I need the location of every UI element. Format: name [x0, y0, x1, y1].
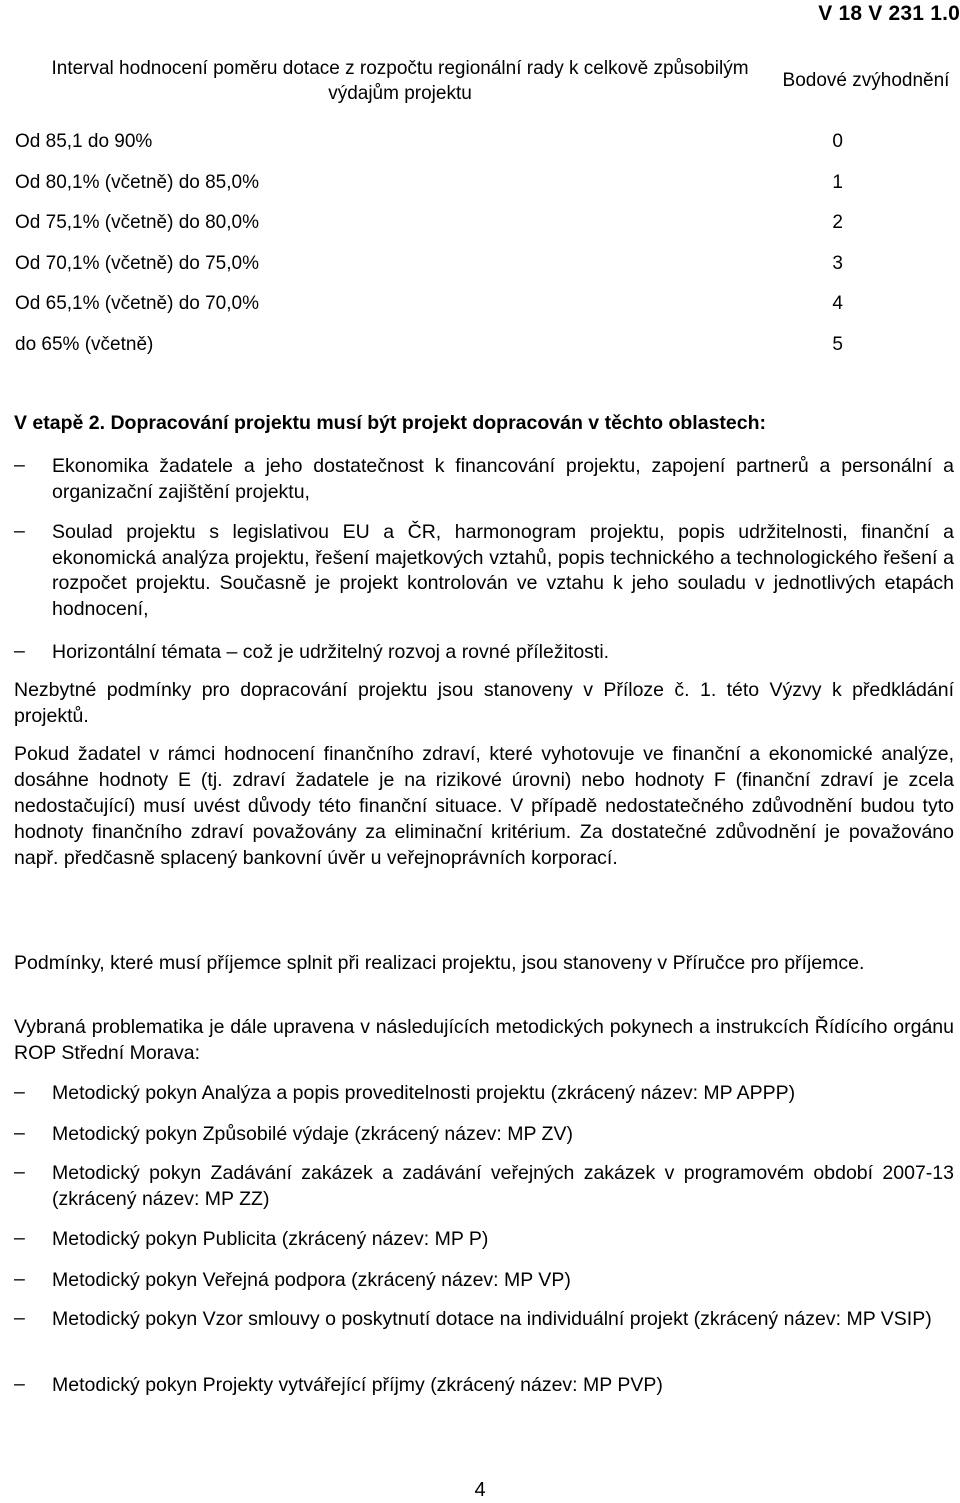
dash-bullet-icon: – [14, 1081, 25, 1103]
stage2-heading: V etapě 2. Dopracování projektu musí být projekt dopracován v těchto oblastech: [14, 412, 767, 434]
dash-bullet-icon: – [14, 1227, 25, 1249]
page-number: 4 [474, 1479, 486, 1501]
points-cell: 1 [832, 171, 843, 193]
range-cell: Od 80,1% (včetně) do 85,0% [15, 171, 259, 193]
list-item [14, 1307, 954, 1333]
list-item-text: Metodický pokyn Projekty vytvářející příjmy (zkrácený název: MP PVP) [52, 1374, 663, 1396]
list-item [14, 1227, 954, 1253]
list-item-text: Horizontální témata – což je udržitelný rozvoj a rovné příležitosti. [52, 641, 610, 663]
scoring-table [5, 34, 957, 365]
list-item [14, 1373, 954, 1399]
points-column-header: Bodové zvýhodnění [782, 70, 950, 91]
dash-bullet-icon: – [14, 1161, 25, 1183]
dash-bullet-icon: – [14, 1122, 25, 1144]
range-cell: Od 75,1% (včetně) do 80,0% [15, 212, 259, 234]
dash-bullet-icon: – [14, 454, 25, 476]
list-item-text: Metodický pokyn Veřejná podpora (zkrácený název: MP VP) [52, 1269, 571, 1291]
table-row [5, 284, 957, 325]
dash-bullet-icon: – [14, 640, 25, 662]
range-cell: do 65% (včetně) [15, 333, 154, 355]
points-cell: 2 [832, 212, 843, 234]
list-item-text: Metodický pokyn Způsobilé výdaje (zkrácený název: MP ZV) [52, 1123, 573, 1145]
dash-bullet-icon: – [14, 520, 25, 542]
range-cell: Od 85,1 do 90% [15, 131, 153, 153]
points-cell: 4 [832, 293, 843, 315]
table-row [5, 203, 957, 244]
range-cell: Od 65,1% (včetně) do 70,0% [15, 293, 259, 315]
points-cell: 5 [832, 333, 843, 355]
list-item [14, 1081, 954, 1107]
list-item [14, 1122, 954, 1148]
document-version: V 18 V 231 1.0 [818, 2, 960, 25]
table-row [5, 163, 957, 204]
list-item-text: Ekonomika žadatele a jeho dostatečnost k financování projektu, zapojení partnerů a personální a organizační zajištění projektu, [52, 455, 954, 503]
paragraph-conditions: Nezbytné podmínky pro dopracování projektu jsou stanoveny v Příloze č. 1. této Výzvy k předkládání projektů. [14, 679, 954, 727]
table-header-row [5, 34, 957, 122]
paragraph-guidelines-intro: Vybraná problematika je dále upravena v následujících metodických pokynech a instrukcích Řídícího orgánu ROP Střední Morava: [14, 1016, 954, 1064]
table-row [5, 244, 957, 285]
list-item [14, 640, 954, 666]
list-item-text: Soulad projektu s legislativou EU a ČR, harmonogram projektu, popis udržitelnosti, finanční a ekonomická analýza projektu, řešení majetkových vztahů, popis technického a technologického řešení a rozpočet projektu. Současně je projekt kontrolován ve vztahu k jeho souladu v jednotlivých etapách hodnocení, [52, 521, 954, 620]
list-item [14, 1268, 954, 1294]
points-cell: 3 [832, 252, 843, 274]
list-item-text: Metodický pokyn Vzor smlouvy o poskytnutí dotace na individuální projekt (zkrácený název: MP VSIP) [52, 1308, 932, 1330]
range-column-header: Interval hodnocení poměru dotace z rozpočtu regionální rady k celkově způsobilým výdajům projektu [51, 58, 749, 104]
range-cell: Od 70,1% (včetně) do 75,0% [15, 252, 259, 274]
list-item-text: Metodický pokyn Zadávání zakázek a zadávání veřejných zakázek v programovém období 2007-13 (zkrácený název: MP ZZ) [52, 1162, 954, 1210]
points-cell: 0 [832, 131, 843, 153]
dash-bullet-icon: – [14, 1373, 25, 1395]
table-row [5, 325, 957, 366]
dash-bullet-icon: – [14, 1268, 25, 1290]
table-row [5, 122, 957, 163]
dash-bullet-icon: – [14, 1307, 25, 1329]
list-item [14, 1161, 954, 1212]
list-item [14, 520, 954, 622]
list-item-text: Metodický pokyn Analýza a popis proveditelnosti projektu (zkrácený název: MP APPP) [52, 1082, 796, 1104]
list-item-text: Metodický pokyn Publicita (zkrácený název: MP P) [52, 1228, 489, 1250]
paragraph-financial-health: Pokud žadatel v rámci hodnocení finančního zdraví, které vyhotovuje ve finanční a ekonomické analýze, dosáhne hodnoty E (tj. zdraví žadatele je na rizikové úrovni) nebo hodnoty F (finanční zdraví je zcela nedostačující) musí uvést důvody této finanční situace. V případě nedostatečného zdůvodnění budou tyto hodnoty finančního zdraví považovány za eliminační kritérium. Za dostatečné zdůvodnění je považováno např. předčasně splacený bankovní úvěr u veřejnoprávních korporací. [14, 743, 954, 869]
paragraph-recipient-conditions: Podmínky, které musí příjemce splnit při realizaci projektu, jsou stanoveny v Příručce pro příjemce. [14, 952, 865, 974]
list-item [14, 454, 954, 505]
